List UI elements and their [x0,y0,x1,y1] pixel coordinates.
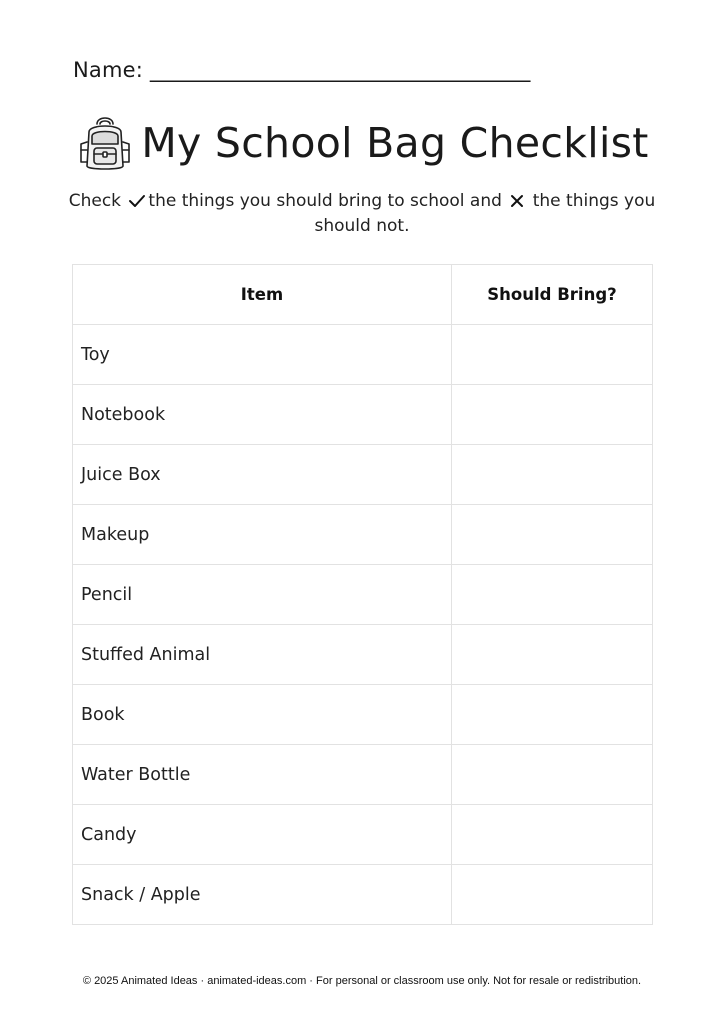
cross-icon [509,193,525,209]
table-row [73,385,653,445]
column-header-should-bring: Should Bring? [452,265,653,325]
item-cell: Pencil [73,565,452,625]
table-row [73,565,653,625]
name-label: Name: [73,58,144,82]
instructions-text-3: the things you should not. [314,191,656,236]
table-row [73,445,653,505]
item-cell: Snack / Apple [73,865,452,925]
answer-cell[interactable] [452,445,653,505]
answer-cell[interactable] [452,625,653,685]
instructions-text-2: the things you should bring to school and [148,191,502,211]
backpack-icon [75,112,135,174]
table-row [73,685,653,745]
item-cell: Stuffed Animal [73,625,452,685]
instructions [60,189,664,239]
instructions-text-1: Check [68,191,122,211]
item-cell: Book [73,685,452,745]
table-row [73,505,653,565]
column-header-item: Item [73,265,452,325]
item-cell: Toy [73,325,452,385]
answer-cell[interactable] [452,685,653,745]
answer-cell[interactable] [452,325,653,385]
title-row [0,112,724,174]
answer-cell[interactable] [452,745,653,805]
table-row [73,625,653,685]
item-cell: Water Bottle [73,745,452,805]
footer-copyright: © 2025 Animated Ideas · animated-ideas.com · For personal or classroom use only. Not for resale or redistribution. [82,975,642,987]
table-row [73,745,653,805]
name-field[interactable] [73,58,530,82]
item-cell: Juice Box [73,445,452,505]
item-cell: Makeup [73,505,452,565]
table-row [73,805,653,865]
item-cell: Candy [73,805,452,865]
table-row [73,865,653,925]
answer-cell[interactable] [452,865,653,925]
check-icon [128,193,146,209]
answer-cell[interactable] [452,505,653,565]
answer-cell[interactable] [452,385,653,445]
table-header-row [73,265,653,325]
item-cell: Notebook [73,385,452,445]
page-title: My School Bag Checklist [141,119,649,167]
answer-cell[interactable] [452,805,653,865]
checklist-table [72,264,653,925]
name-blank-line[interactable]: ______________________________________ [149,58,530,82]
answer-cell[interactable] [452,565,653,625]
table-row [73,325,653,385]
